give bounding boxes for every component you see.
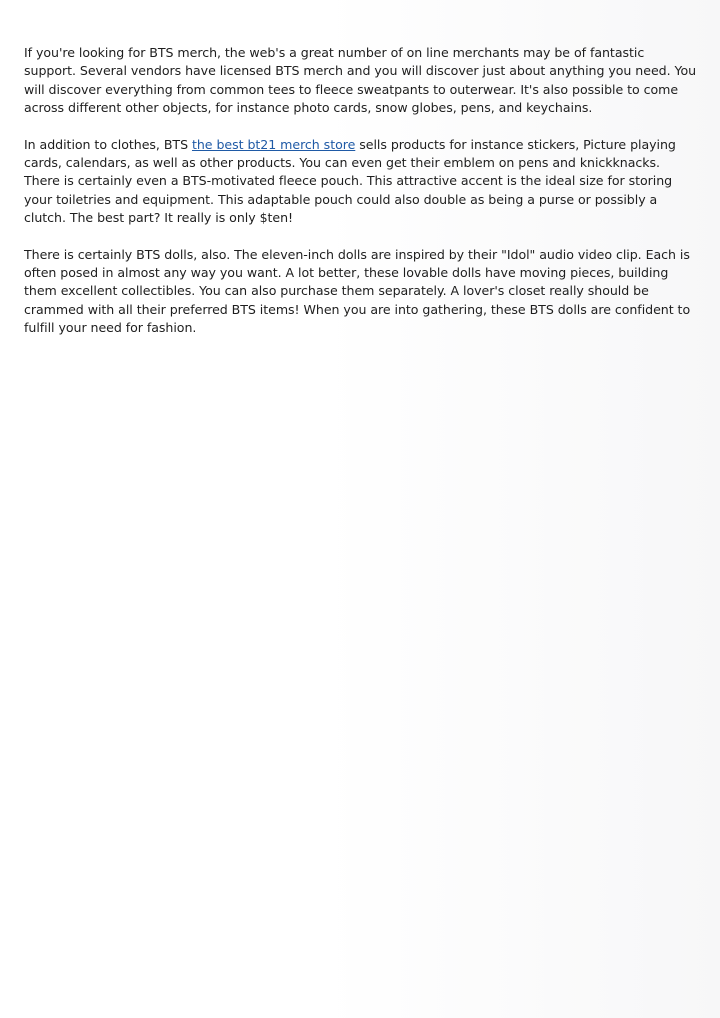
paragraph-dolls: There is certainly BTS dolls, also. The eleven-inch dolls are inspired by their "Idol" audio video clip. Each is often posed in almost any way you want. A lot better, these lovable dolls have moving pieces, building them excellent collectibles. You can also purchase them separately. A lover's closet really should be crammed with all their preferred BTS items! When you are into gathering, these BTS dolls are confident to fulfill your need for fashion. bbox=[24, 246, 691, 336]
paragraph-products bbox=[24, 136, 698, 228]
paragraph-products-lead: In addition to clothes, BTS bbox=[24, 136, 192, 152]
paragraph-products-rest: sells products for instance stickers, Picture playing cards, calendars, as well as other products. You can even get their emblem on pens and knickknacks. There is certainly even a BTS-motivated fleece pouch. This attractive accent is the ideal size for storing your toiletries and equipment. This adaptable pouch could also double as being a purse or possibly a clutch. The best part? It really is only $ten! bbox=[24, 136, 676, 226]
merch-store-link[interactable]: the best bt21 merch store bbox=[191, 136, 356, 152]
paragraph-intro: If you're looking for BTS merch, the web's a great number of on line merchants may be of fantastic support. Several vendors have licensed BTS merch and you will discover just about anything you need. You will discover everything from common tees to fleece sweatpants to outerwear. It's also possible to come across different other objects, for instance photo cards, snow globes, pens, and keychains. bbox=[24, 45, 697, 116]
